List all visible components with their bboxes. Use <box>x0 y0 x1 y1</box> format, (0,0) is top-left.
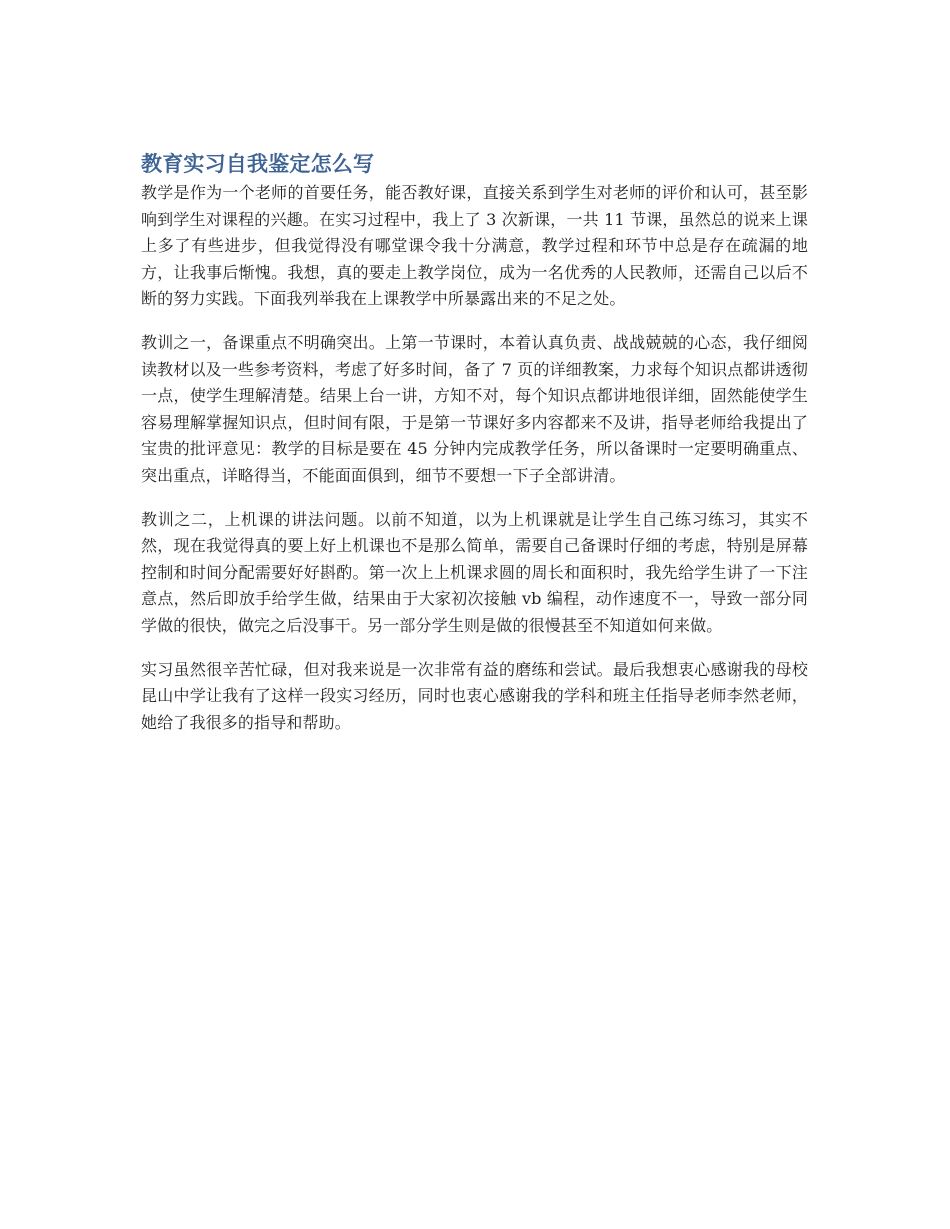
document-page <box>141 150 808 753</box>
paragraph-conclusion: 实习虽然很辛苦忙碌，但对我来说是一次非常有益的磨练和尝试。最后我想衷心感谢我的母校昆山中学让我有了这样一段实习经历，同时也衷心感谢我的学科和班主任指导老师李然老师，她给了我很多的指导和帮助。 <box>141 659 808 732</box>
paragraph-teaching-intro: 教学是作为一个老师的首要任务，能否教好课，直接关系到学生对老师的评价和认可，甚至影响到学生对课程的兴趣。在实习过程中，我上了 3 次新课，一共 11 节课，虽然总的说来上课上多了有些进步，但我觉得没有哪堂课令我十分满意，教学过程和环节中总是存在疏漏的地方，让我事后惭愧。我想，真的要走上教学岗位，成为一名优秀的人民教师，还需自己以后不断的努力实践。下面我列举我在上课教学中所暴露出来的不足之处。 <box>141 183 808 309</box>
paragraph-lesson-two: 教训之二，上机课的讲法问题。以前不知道，以为上机课就是让学生自己练习练习，其实不然，现在我觉得真的要上好上机课也不是那么简单，需要自己备课时仔细的考虑，特别是屏幕控制和时间分配需要好好斟酌。第一次上上机课求圆的周长和面积时，我先给学生讲了一下注意点，然后即放手给学生做，结果由于大家初次接触 vb 编程，动作速度不一，导致一部分同学做的很快，做完之后没事干。另一部分学生则是做的很慢甚至不知道如何来做。 <box>141 509 808 635</box>
paragraph-lesson-one: 教训之一，备课重点不明确突出。上第一节课时，本着认真负责、战战兢兢的心态，我仔细阅读教材以及一些参考资料，考虑了好多时间，备了 7 页的详细教案，力求每个知识点都讲透彻一点，使学生理解清楚。结果上台一讲，方知不对，每个知识点都讲地很详细，固然能使学生容易理解掌握知识点，但时间有限，于是第一节课好多内容都来不及讲，指导老师给我提出了宝贵的批评意见：教学的目标是要在 45 分钟内完成教学任务，所以备课时一定要明确重点、突出重点，详略得当，不能面面俱到，细节不要想一下子全部讲清。 <box>141 332 808 485</box>
document-title: 教育实习自我鉴定怎么写 <box>141 152 375 176</box>
